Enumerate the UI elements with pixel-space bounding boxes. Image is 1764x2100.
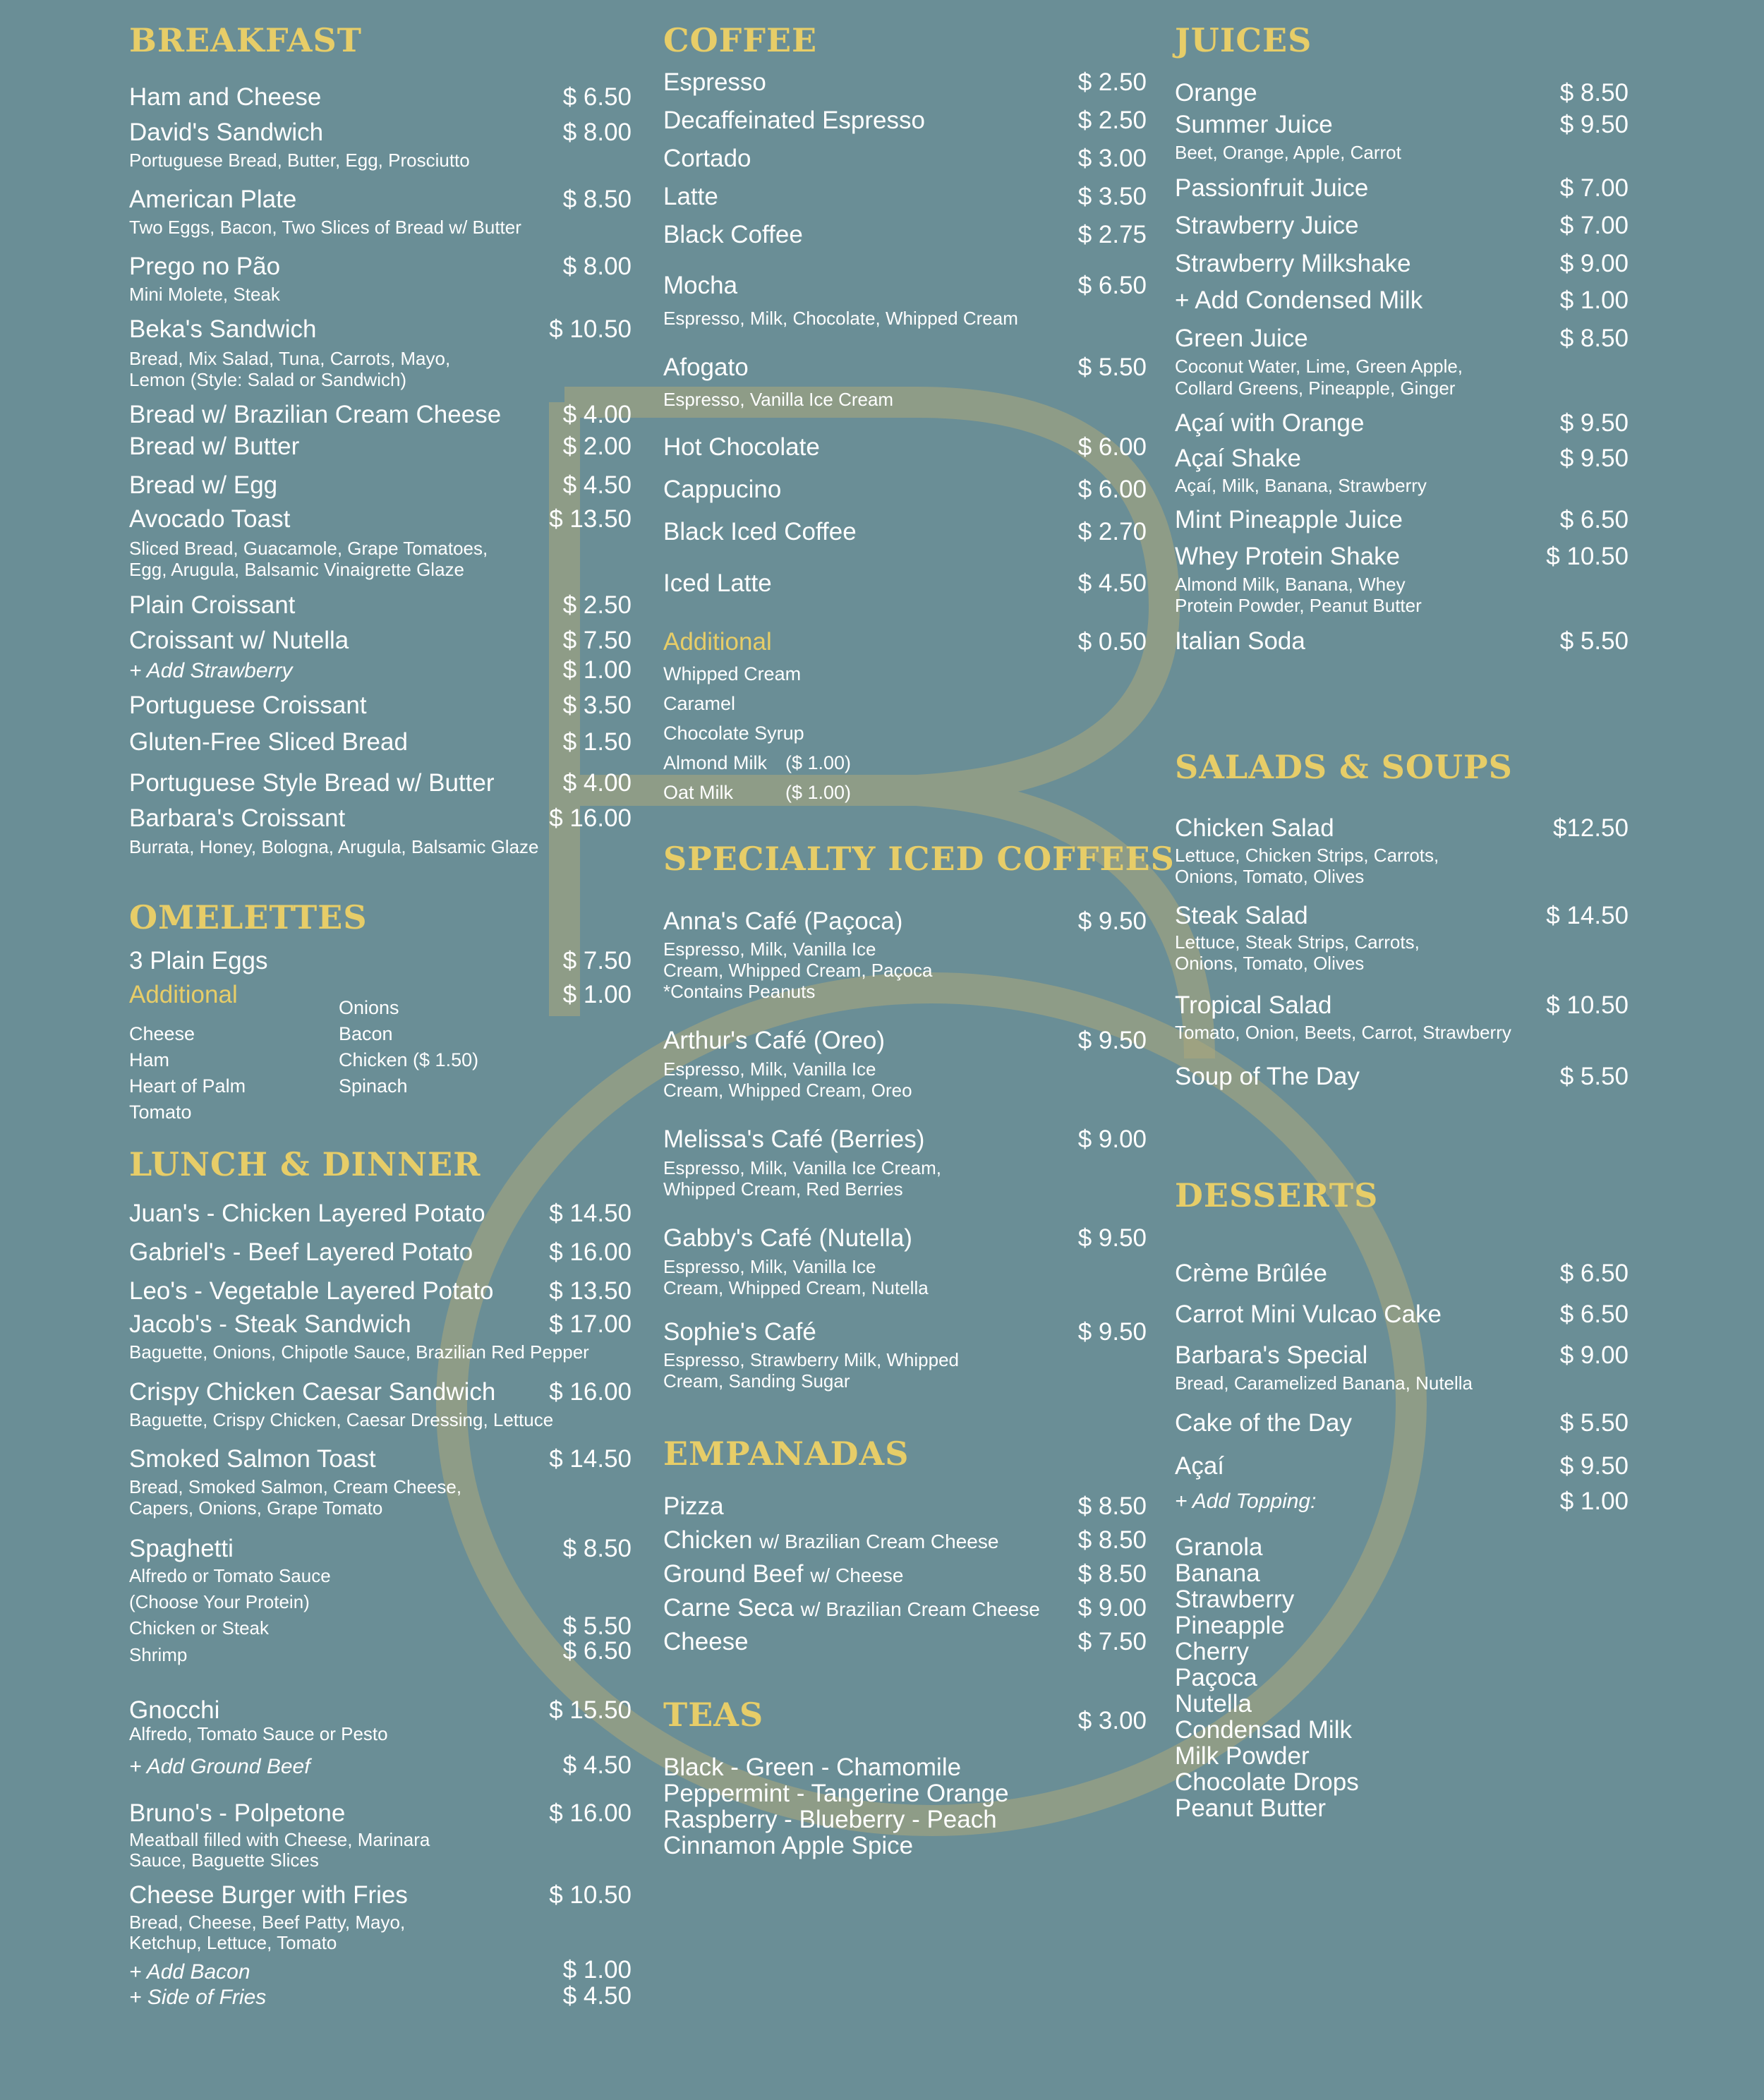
menu-item-price: $ 9.50 [1559, 1452, 1629, 1480]
menu-item-name: Cortado [663, 145, 751, 172]
coffee-addon-option: Whipped Cream [663, 663, 802, 684]
menu-item-name: Anna's Café (Paçoca) [663, 907, 903, 935]
menu-item-description: Whipped Cream, Red Berries [663, 1178, 903, 1200]
menu-item-price: $ 5.50 [1559, 1063, 1629, 1090]
menu-item-description: Açaí, Milk, Banana, Strawberry [1175, 475, 1427, 496]
menu-item-price: $ 13.50 [549, 1277, 632, 1305]
menu-item-price: $ 0.50 [1077, 628, 1147, 656]
menu-item-description: Almond Milk, Banana, Whey [1175, 574, 1406, 595]
breakfast-title: BREAKFAST [129, 21, 362, 59]
menu-item-name: Tropical Salad [1175, 991, 1332, 1019]
coffee-addon-price: ($ 1.00) [785, 782, 852, 803]
menu-item-description: Meatball filled with Cheese, Marinara [129, 1829, 430, 1850]
omelettes-title: OMELETTES [129, 898, 368, 936]
menu-item-name: Prego no Pão [129, 253, 281, 280]
menu-item-name: Portuguese Croissant [129, 692, 367, 719]
menu-item-name: Bread w/ Egg [129, 471, 278, 499]
specialty-title: SPECIALTY ICED COFFEES [663, 840, 1175, 878]
menu-item-name: Bread w/ Brazilian Cream Cheese [129, 401, 502, 428]
topping-item: Nutella [1175, 1690, 1252, 1718]
menu-item-price: $ 8.00 [562, 253, 632, 280]
menu-item-price: $ 1.00 [1559, 286, 1629, 314]
menu-item-description: Espresso, Milk, Vanilla Ice [663, 1256, 876, 1277]
menu-item-description: Espresso, Strawberry Milk, Whipped [663, 1349, 960, 1370]
empanadas-title: EMPANADAS [663, 1435, 910, 1473]
topping-item: Paçoca [1175, 1664, 1257, 1691]
menu-item-price: $ 4.50 [1077, 569, 1147, 597]
menu-item-description: Espresso, Milk, Vanilla Ice [663, 939, 876, 960]
menu-item-description: (Choose Your Protein) [129, 1591, 310, 1612]
coffee-addon-option: Oat Milk [663, 782, 734, 803]
menu-item-name: Soup of The Day [1175, 1063, 1360, 1090]
menu-item-price: $ 9.50 [1559, 445, 1629, 472]
menu-item-description: Bread, Caramelized Banana, Nutella [1175, 1372, 1473, 1394]
menu-item-name: Decaffeinated Espresso [663, 107, 925, 134]
menu-item-name: Whey Protein Shake [1175, 543, 1401, 570]
menu-item-price: $ 16.00 [549, 1238, 632, 1266]
empanada-suffix: w/ Cheese [810, 1564, 904, 1586]
menu-item-name: Barbara's Special [1175, 1341, 1368, 1369]
menu-item-description: Cream, Sanding Sugar [663, 1370, 850, 1392]
menu-item-price: $ 9.00 [1559, 1341, 1629, 1369]
topping-item: Strawberry [1175, 1586, 1295, 1613]
menu-item-price: $ 7.50 [1077, 1628, 1147, 1655]
menu-item-price: $ 4.00 [562, 401, 632, 428]
tea-flavors-line: Peppermint - Tangerine Orange [663, 1780, 1009, 1807]
menu-item-name: Cappucino [663, 476, 782, 503]
menu-item-name: Cheese Burger with Fries [129, 1881, 408, 1909]
menu-item-name: Espresso [663, 68, 766, 96]
menu-item-price: $ 10.50 [1546, 991, 1629, 1019]
menu-item-name: Smoked Salmon Toast [129, 1445, 376, 1473]
juices-title: JUICES [1175, 21, 1312, 59]
menu-item-price: $ 8.50 [1559, 325, 1629, 352]
menu-item-description: Onions, Tomato, Olives [1175, 866, 1365, 887]
menu-item-price: $ 8.50 [1077, 1560, 1147, 1588]
menu-addon-name: + Add Topping: [1175, 1490, 1317, 1513]
menu-item-price: $ 6.50 [1559, 1260, 1629, 1287]
omelette-option: Ham [129, 1049, 170, 1070]
menu-item-price: $ 8.50 [1077, 1492, 1147, 1520]
menu-item-name: Croissant w/ Nutella [129, 627, 349, 654]
tea-flavors-line: Black - Green - Chamomile [663, 1754, 962, 1781]
empanada-name: Chicken [663, 1526, 753, 1554]
menu-item-name: Beka's Sandwich [129, 315, 317, 343]
menu-item-name: Gabriel's - Beef Layered Potato [129, 1238, 473, 1266]
menu-item-price: $ 1.50 [562, 728, 632, 756]
menu-item-description: Ketchup, Lettuce, Tomato [129, 1932, 337, 1953]
menu-item-description: Cream, Whipped Cream, Oreo [663, 1080, 912, 1101]
menu-item-name: Jacob's - Steak Sandwich [129, 1310, 411, 1338]
menu-item-description: Egg, Arugula, Balsamic Vinaigrette Glaze [129, 559, 465, 580]
menu-item-price: $ 7.50 [562, 627, 632, 654]
menu-item-description: Cream, Whipped Cream, Paçoca [663, 960, 933, 981]
topping-item: Condensad Milk [1175, 1716, 1352, 1744]
menu-item-price: $ 7.00 [1559, 212, 1629, 239]
menu-item-name [663, 1628, 749, 1656]
menu-item-price: $ 6.50 [1559, 1301, 1629, 1328]
menu-item-name: Juan's - Chicken Layered Potato [129, 1200, 485, 1227]
menu-item-description: Protein Powder, Peanut Butter [1175, 595, 1422, 616]
menu-item-name: Sophie's Café [663, 1318, 816, 1346]
menu-addon-name: + Add Ground Beef [129, 1755, 310, 1778]
menu-item-price: $ 3.50 [562, 692, 632, 719]
menu-item-name: Chicken Salad [1175, 814, 1334, 842]
menu-item-name: Gabby's Café (Nutella) [663, 1224, 912, 1252]
tea-flavors-line: Raspberry - Blueberry - Peach [663, 1806, 997, 1833]
menu-item-name: Açaí Shake [1175, 445, 1301, 472]
menu-item-name: Latte [663, 183, 718, 210]
desserts-title: DESSERTS [1175, 1176, 1379, 1214]
topping-item: Peanut Butter [1175, 1794, 1327, 1822]
omelette-option: Cheese [129, 1023, 195, 1044]
menu-item-price: $ 8.50 [1559, 79, 1629, 107]
menu-item-price: $ 10.50 [549, 1881, 632, 1909]
menu-item-price: $ 7.50 [562, 947, 632, 974]
menu-item-description: Baguette, Onions, Chipotle Sauce, Brazilian Red Pepper [129, 1341, 589, 1363]
menu-item-name: Bruno's - Polpetone [129, 1799, 346, 1827]
topping-item: Banana [1175, 1559, 1260, 1587]
coffee-addon-option: Almond Milk [663, 752, 768, 773]
menu-item-price: $ 1.00 [1559, 1488, 1629, 1515]
menu-item-name: Orange [1175, 79, 1257, 107]
menu-item-price: $ 9.00 [1077, 1594, 1147, 1622]
menu-item-price: $ 5.50 [1077, 354, 1147, 381]
menu-item-description: Espresso, Milk, Vanilla Ice [663, 1058, 876, 1080]
menu-item-price: $ 1.00 [562, 656, 632, 684]
menu-addon-name: + Side of Fries [129, 1986, 267, 2009]
menu-item-price: $ 2.75 [1077, 221, 1147, 248]
menu-item-name: Black Iced Coffee [663, 518, 857, 545]
menu-item-description: Capers, Onions, Grape Tomato [129, 1497, 383, 1519]
menu-item-description: Lettuce, Steak Strips, Carrots, [1175, 931, 1420, 953]
topping-item: Milk Powder [1175, 1742, 1310, 1770]
menu-item-price: $ 1.00 [562, 1956, 632, 1984]
empanada-suffix: w/ Brazilian Cream Cheese [759, 1531, 999, 1552]
menu-item-price: $ 16.00 [549, 1378, 632, 1406]
menu-item-price: $ 16.00 [549, 804, 632, 832]
empanada-name: Carne Seca [663, 1594, 794, 1622]
coffee-title: COFFEE [663, 21, 818, 59]
menu-item-price: $ 8.00 [562, 119, 632, 146]
menu-item-price: $ 6.50 [1077, 272, 1147, 299]
menu-item-price: $ 10.50 [549, 315, 632, 343]
menu-item-name: Strawberry Juice [1175, 212, 1359, 239]
menu-item-price: $ 2.00 [562, 433, 632, 460]
menu-item-description: Sauce, Baguette Slices [129, 1849, 319, 1871]
menu-item-price: $ 7.00 [1559, 174, 1629, 202]
menu-item-price: $ 2.50 [1077, 68, 1147, 96]
menu-item-price: $ 14.50 [549, 1200, 632, 1227]
coffee-addon-option: Chocolate Syrup [663, 723, 804, 744]
menu-item-name: Steak Salad [1175, 902, 1308, 929]
tea-flavors-line: Cinnamon Apple Spice [663, 1832, 914, 1859]
menu-item-name: Black Coffee [663, 221, 803, 248]
menu-item-price: $ 9.50 [1077, 1224, 1147, 1252]
menu-item-price: $ 1.00 [562, 981, 632, 1008]
coffee-addon-option: Caramel [663, 693, 736, 714]
menu-item-name: Spaghetti [129, 1535, 234, 1562]
omelette-option: Tomato [129, 1102, 192, 1123]
menu-item-name: Gnocchi [129, 1696, 220, 1724]
menu-item-name: Açaí [1175, 1452, 1225, 1480]
menu-item-name: Strawberry Milkshake [1175, 250, 1411, 277]
menu-item-description: Bread, Cheese, Beef Patty, Mayo, [129, 1912, 406, 1933]
lunch-dinner-title: LUNCH & DINNER [129, 1145, 481, 1183]
coffee-addon-price: ($ 1.00) [785, 752, 852, 773]
menu-item-name: American Plate [129, 186, 297, 213]
menu-item-name: Mint Pineapple Juice [1175, 506, 1403, 533]
menu-item-name: Passionfruit Juice [1175, 174, 1369, 202]
menu-item-price: $ 3.50 [1077, 183, 1147, 210]
omelette-option: Onions [339, 997, 399, 1018]
menu-addon-name: + Add Strawberry [129, 659, 293, 682]
menu-item-price: $ 8.50 [1077, 1526, 1147, 1554]
menu-item-name: 3 Plain Eggs [129, 947, 268, 974]
topping-item: Chocolate Drops [1175, 1768, 1359, 1796]
menu-item-description: Burrata, Honey, Bologna, Arugula, Balsamic Glaze [129, 836, 539, 857]
menu-item-price: $ 2.70 [1077, 518, 1147, 545]
topping-item: Pineapple [1175, 1612, 1285, 1639]
menu-item-description: Portuguese Bread, Butter, Egg, Prosciutto [129, 150, 470, 171]
omelette-option: Bacon [339, 1023, 393, 1044]
menu-item-price: $12.50 [1552, 814, 1629, 842]
menu-item-description: Alfredo, Tomato Sauce or Pesto [129, 1723, 388, 1744]
menu-item-price: $ 9.50 [1077, 907, 1147, 935]
menu-item-name: Hot Chocolate [663, 433, 820, 461]
menu-item-price: $ 15.50 [549, 1696, 632, 1724]
menu-item-price: $ 6.00 [1077, 433, 1147, 461]
menu-item-name: Summer Juice [1175, 111, 1333, 138]
menu-item-description: Beet, Orange, Apple, Carrot [1175, 142, 1401, 163]
menu-item-price: $ 10.50 [1546, 543, 1629, 570]
protein-option: Chicken or Steak [129, 1617, 269, 1639]
empanada-name: Cheese [663, 1628, 749, 1655]
menu-item-name [663, 1526, 998, 1555]
empanada-name: Pizza [663, 1492, 724, 1520]
menu-item-name: Crème Brûlée [1175, 1260, 1327, 1287]
salads-soups-title: SALADS & SOUPS [1175, 748, 1513, 786]
menu-item-name: Arthur's Café (Oreo) [663, 1027, 885, 1054]
menu-item-price: $ 4.50 [562, 1982, 632, 2010]
menu-item-name: Mocha [663, 272, 738, 299]
omelette-option: Heart of Palm [129, 1075, 246, 1097]
menu-item-price: $ 6.50 [1559, 506, 1629, 533]
menu-item-description: Cream, Whipped Cream, Nutella [663, 1277, 929, 1298]
menu-item-name: Leo's - Vegetable Layered Potato [129, 1277, 494, 1305]
menu-item-price: $ 17.00 [549, 1310, 632, 1338]
menu-item-name: Açaí with Orange [1175, 409, 1365, 437]
menu-item-description: Espresso, Vanilla Ice Cream [663, 389, 894, 410]
menu-item-description: Espresso, Milk, Vanilla Ice Cream, [663, 1157, 941, 1178]
menu-item-name: Barbara's Croissant [129, 804, 346, 832]
menu-item-name: Green Juice [1175, 325, 1308, 352]
menu-item-name: Plain Croissant [129, 591, 296, 619]
menu-item-price: $ 5.50 [562, 1612, 632, 1640]
menu-item-name [663, 1560, 904, 1588]
menu-item-price: $ 9.50 [1559, 409, 1629, 437]
menu-item-name: Carrot Mini Vulcao Cake [1175, 1301, 1442, 1328]
menu-item-price: $ 14.50 [1546, 902, 1629, 929]
additional-label: Additional [129, 981, 238, 1008]
menu-item-price: $ 9.50 [1077, 1318, 1147, 1346]
menu-item-price: $ 5.50 [1559, 627, 1629, 655]
topping-item: Cherry [1175, 1638, 1250, 1665]
menu-item-price: $ 13.50 [549, 505, 632, 533]
protein-option: Shrimp [129, 1644, 188, 1665]
menu-item-description: Lemon (Style: Salad or Sandwich) [129, 369, 407, 390]
menu-item-description: Baguette, Crispy Chicken, Caesar Dressing, Lettuce [129, 1409, 554, 1430]
menu-item-name: Portuguese Style Bread w/ Butter [129, 769, 495, 797]
menu-item-name [663, 1492, 724, 1521]
menu-item-price: $ 2.50 [562, 591, 632, 619]
menu-item-name: Avocado Toast [129, 505, 291, 533]
menu-item-price: $ 9.50 [1077, 1027, 1147, 1054]
menu-item-description: Alfredo or Tomato Sauce [129, 1565, 331, 1586]
menu-item-price: $ 4.50 [562, 471, 632, 499]
menu-item-price: $ 3.00 [1077, 1707, 1147, 1734]
menu-item-description: *Contains Peanuts [663, 981, 816, 1002]
menu-item-name [663, 1594, 1040, 1622]
menu-item-name: Ham and Cheese [129, 83, 322, 111]
menu-item-name: Iced Latte [663, 569, 772, 597]
menu-item-name: David's Sandwich [129, 119, 324, 146]
menu-item-name: Gluten-Free Sliced Bread [129, 728, 408, 756]
teas-title: TEAS [663, 1696, 764, 1734]
menu-item-price: $ 16.00 [549, 1799, 632, 1827]
menu-item-description: Collard Greens, Pineapple, Ginger [1175, 378, 1456, 399]
menu-item-description: Lettuce, Chicken Strips, Carrots, [1175, 845, 1439, 866]
menu-item-description: Bread, Smoked Salmon, Cream Cheese, [129, 1476, 462, 1497]
menu-item-name: Italian Soda [1175, 627, 1305, 655]
menu-item-name: Crispy Chicken Caesar Sandwich [129, 1378, 496, 1406]
empanada-suffix: w/ Brazilian Cream Cheese [800, 1598, 1040, 1620]
menu-item-description: Tomato, Onion, Beets, Carrot, Strawberry [1175, 1022, 1511, 1043]
menu-item-name: + Add Condensed Milk [1175, 286, 1423, 314]
menu-item-price: $ 6.50 [562, 83, 632, 111]
menu-item-price: $ 2.50 [1077, 107, 1147, 134]
menu-item-name: Afogato [663, 354, 749, 381]
omelette-option: Spinach [339, 1075, 408, 1097]
menu-item-price: $ 9.00 [1077, 1126, 1147, 1153]
menu-item-price: $ 6.00 [1077, 476, 1147, 503]
menu-item-description: Coconut Water, Lime, Green Apple, [1175, 356, 1463, 377]
menu-item-description: Bread, Mix Salad, Tuna, Carrots, Mayo, [129, 348, 451, 369]
menu-item-description: Onions, Tomato, Olives [1175, 953, 1365, 974]
menu-item-name: Melissa's Café (Berries) [663, 1126, 925, 1153]
empanada-name: Ground Beef [663, 1560, 804, 1588]
menu-item-price: $ 4.50 [562, 1751, 632, 1779]
menu-item-price: $ 14.50 [549, 1445, 632, 1473]
menu-item-name: Cake of the Day [1175, 1409, 1352, 1437]
menu-item-price: $ 6.50 [562, 1637, 632, 1665]
menu-item-description: Sliced Bread, Guacamole, Grape Tomatoes, [129, 538, 488, 559]
menu-item-price: $ 9.00 [1559, 250, 1629, 277]
menu-item-price: $ 8.50 [562, 1535, 632, 1562]
menu-item-description: Espresso, Milk, Chocolate, Whipped Cream [663, 308, 1018, 329]
menu-item-price: $ 9.50 [1559, 111, 1629, 138]
menu-item-price: $ 8.50 [562, 186, 632, 213]
omelette-option: Chicken ($ 1.50) [339, 1049, 479, 1070]
menu-addon-name: + Add Bacon [129, 1960, 250, 1984]
menu-item-price: $ 5.50 [1559, 1409, 1629, 1437]
menu-item-price: $ 4.00 [562, 769, 632, 797]
menu-item-description: Mini Molete, Steak [129, 284, 280, 305]
menu-item-price: $ 3.00 [1077, 145, 1147, 172]
menu-item-description: Two Eggs, Bacon, Two Slices of Bread w/ Butter [129, 217, 521, 238]
topping-item: Granola [1175, 1533, 1263, 1561]
additional-label: Additional [663, 628, 772, 656]
menu-item-name: Bread w/ Butter [129, 433, 300, 460]
